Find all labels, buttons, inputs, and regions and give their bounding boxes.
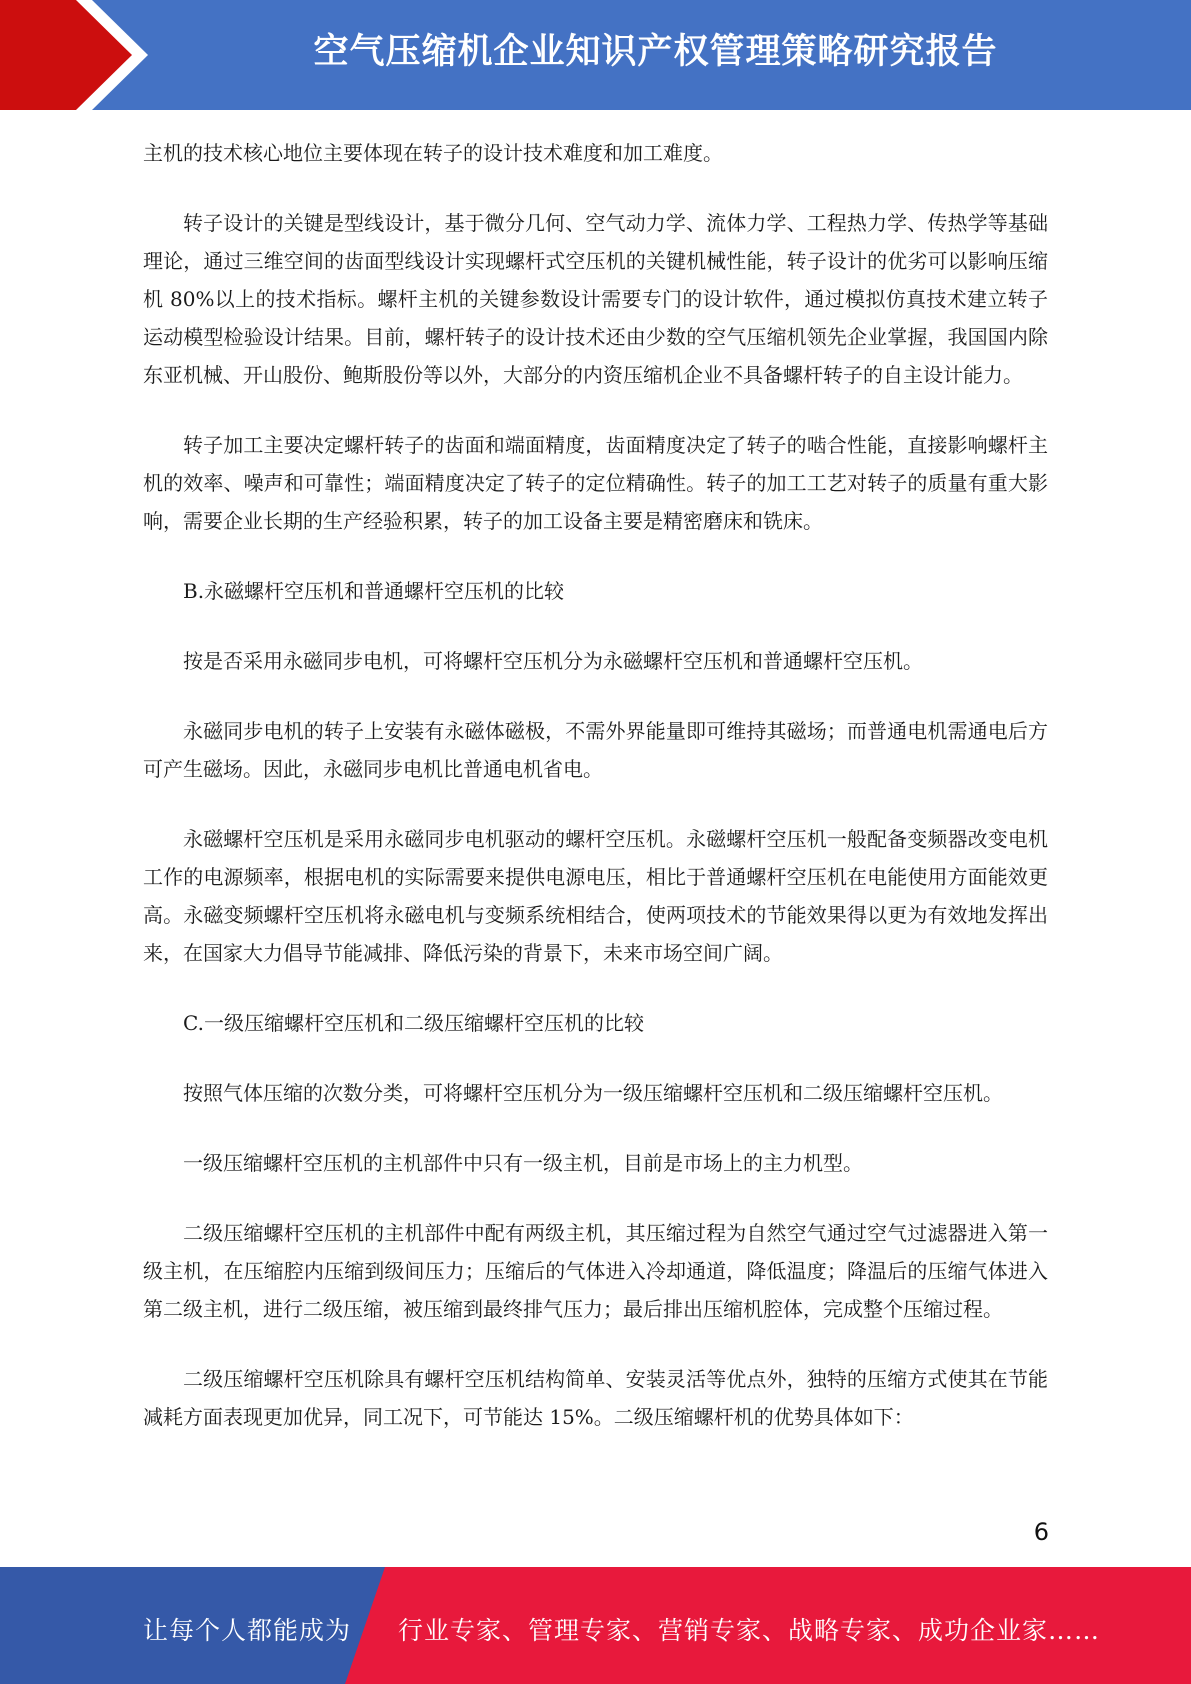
paragraph: 二级压缩螺杆空压机的主机部件中配有两级主机，其压缩过程为自然空气通过空气过滤器进入第一级主机，在压缩腔内压缩到级间压力；压缩后的气体进入冷却通道，降低温度；降温后的压缩气体进入第二级主机，进行二级压缩，被压缩到最终排气压力；最后排出压缩机腔体，完成整个压缩过程。 — [143, 1221, 1048, 1321]
paragraph: 永磁螺杆空压机是采用永磁同步电机驱动的螺杆空压机。永磁螺杆空压机一般配备变频器改变电机工作的电源频率，根据电机的实际需要来提供电源电压，相比于普通螺杆空压机在电能使用方面能效更高。永磁变频螺杆空压机将永磁电机与变频系统相结合，使两项技术的节能效果得以更为有效地发挥出来，在国家大力倡导节能减排、降低污染的背景下，未来市场空间广阔。 — [143, 827, 1048, 965]
section-heading: B.永磁螺杆空压机和普通螺杆空压机的比较 — [183, 579, 565, 603]
document-body — [143, 134, 1048, 1468]
paragraph: 二级压缩螺杆空压机除具有螺杆空压机结构简单、安装灵活等优点外，独特的压缩方式使其在节能减耗方面表现更加优异，同工况下，可节能达 15%。二级压缩螺杆机的优势具体如下： — [143, 1367, 1048, 1429]
paragraph: 一级压缩螺杆空压机的主机部件中只有一级主机，目前是市场上的主力机型。 — [183, 1151, 863, 1175]
paragraph: 转子加工主要决定螺杆转子的齿面和端面精度，齿面精度决定了转子的啮合性能，直接影响螺杆主机的效率、噪声和可靠性；端面精度决定了转子的定位精确性。转子的加工工艺对转子的质量有重大影响，需要企业长期的生产经验积累，转子的加工设备主要是精密磨床和铣床。 — [143, 433, 1048, 533]
report-title: 空气压缩机企业知识产权管理策略研究报告 — [313, 32, 998, 72]
paragraph: 转子设计的关键是型线设计，基于微分几何、空气动力学、流体力学、工程热力学、传热学等基础理论，通过三维空间的齿面型线设计实现螺杆式空压机的关键机械性能，转子设计的优劣可以影响压缩机 80%以上的技术指标。螺杆主机的关键参数设计需要专门的设计软件，通过模拟仿真技术建立转子运动模型检验设计结果。目前，螺杆转子的设计技术还由少数的空气压缩机领先企业掌握，我国国内除东亚机械、开山股份、鲍斯股份等以外，大部分的内资压缩机企业不具备螺杆转子的自主设计能力。 — [143, 211, 1048, 387]
footer-slogan-left: 让每个人都能成为 — [143, 1616, 352, 1645]
paragraph: 主机的技术核心地位主要体现在转子的设计技术难度和加工难度。 — [143, 141, 723, 165]
paragraph: 按是否采用永磁同步电机，可将螺杆空压机分为永磁螺杆空压机和普通螺杆空压机。 — [183, 649, 923, 673]
paragraph: 永磁同步电机的转子上安装有永磁体磁极，不需外界能量即可维持其磁场；而普通电机需通电后方可产生磁场。因此，永磁同步电机比普通电机省电。 — [143, 719, 1048, 781]
section-heading: C.一级压缩螺杆空压机和二级压缩螺杆空压机的比较 — [183, 1011, 644, 1035]
page-number: 6 — [1033, 1518, 1049, 1546]
header-arrow-decoration — [0, 0, 160, 110]
page-footer — [0, 1567, 1191, 1684]
page-header — [0, 0, 1191, 110]
paragraph: 按照气体压缩的次数分类，可将螺杆空压机分为一级压缩螺杆空压机和二级压缩螺杆空压机。 — [183, 1081, 1003, 1105]
footer-slogan-right: 行业专家、管理专家、营销专家、战略专家、成功企业家…… — [398, 1616, 1101, 1645]
